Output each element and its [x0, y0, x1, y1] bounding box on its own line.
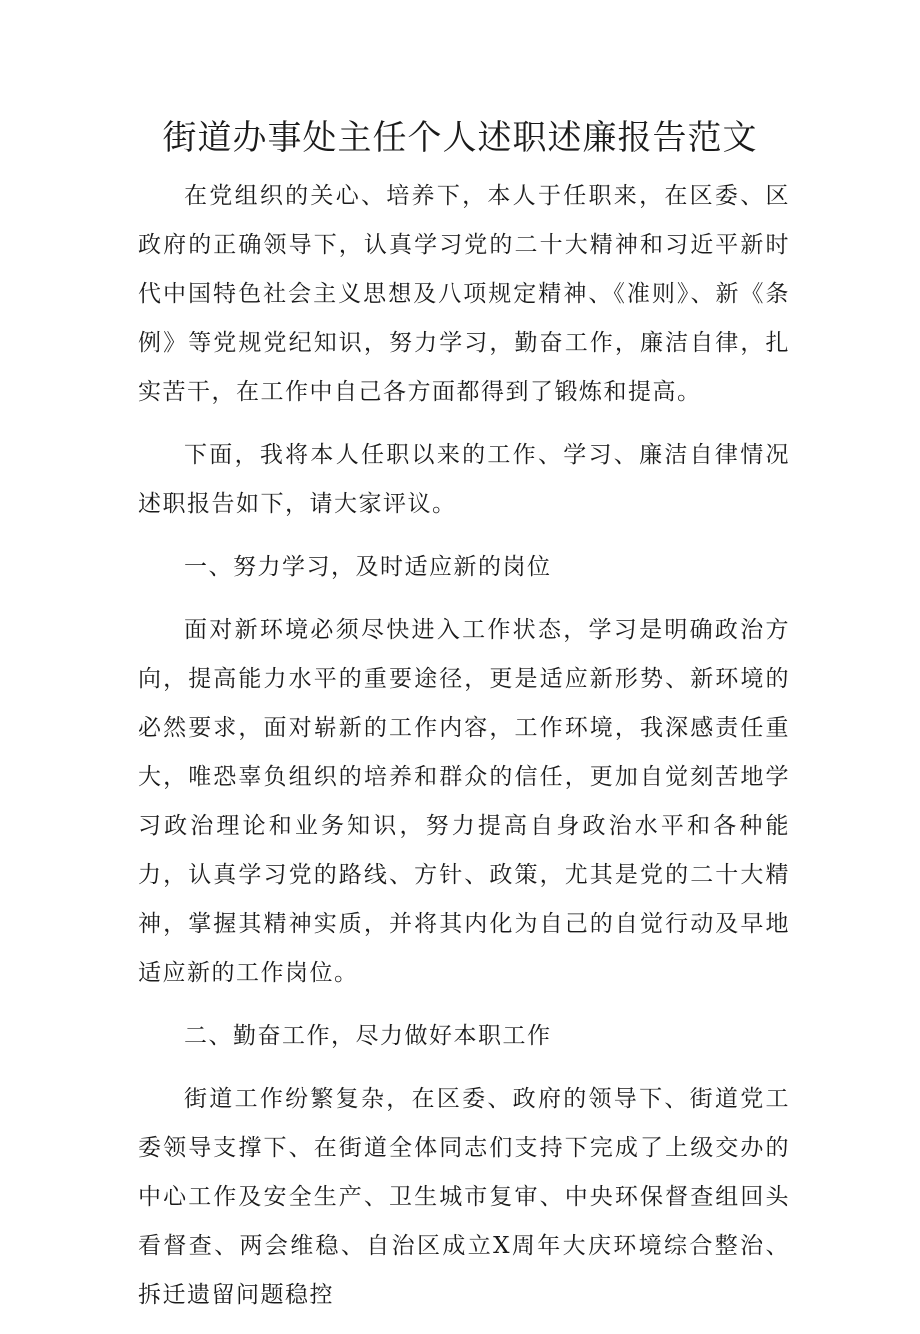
section-heading-1: 一、努力学习，及时适应新的岗位 — [184, 554, 552, 580]
paragraph-study: 面对新环境必须尽快进入工作状态，学习是明确政治方向，提高能力水平的重要途径，更是适应新形势、新环境的必然要求，面对崭新的工作内容，工作环境，我深感责任重大，唯恐辜负组织的培养和群众的信任，更加自觉刻苦地学习政治理论和业务知识，努力提高自身政治水平和各种能力，认真学习党的路线、方针、政策，尤其是党的二十大精神，掌握其精神实质，并将其内化为自己的自觉行动及早地适应新的工作岗位。 — [138, 617, 790, 986]
document-body — [138, 172, 790, 1334]
paragraph-overview: 下面，我将本人任职以来的工作、学习、廉洁自律情况述职报告如下，请大家评议。 — [138, 442, 790, 517]
paragraph-intro: 在党组织的关心、培养下，本人于任职来，在区委、区政府的正确领导下，认真学习党的二十大精神和习近平新时代中国特色社会主义思想及八项规定精神、《准则》、新《条例》等党规党纪知识，努力学习，勤奋工作，廉洁自律，扎实苦干，在工作中自己各方面都得到了锻炼和提高。 — [138, 183, 790, 405]
paragraph-work: 街道工作纷繁复杂，在区委、政府的领导下、街道党工委领导支撑下、在街道全体同志们支持下完成了上级交办的中心工作及安全生产、卫生城市复审、中央环保督查组回头看督查、两会维稳、自治区成立X周年大庆环境综合整治、拆迁遗留问题稳控 — [138, 1086, 790, 1308]
section-heading-2: 二、勤奋工作，尽力做好本职工作 — [184, 1023, 552, 1049]
page-title: 街道办事处主任个人述职述廉报告范文 — [162, 118, 758, 158]
